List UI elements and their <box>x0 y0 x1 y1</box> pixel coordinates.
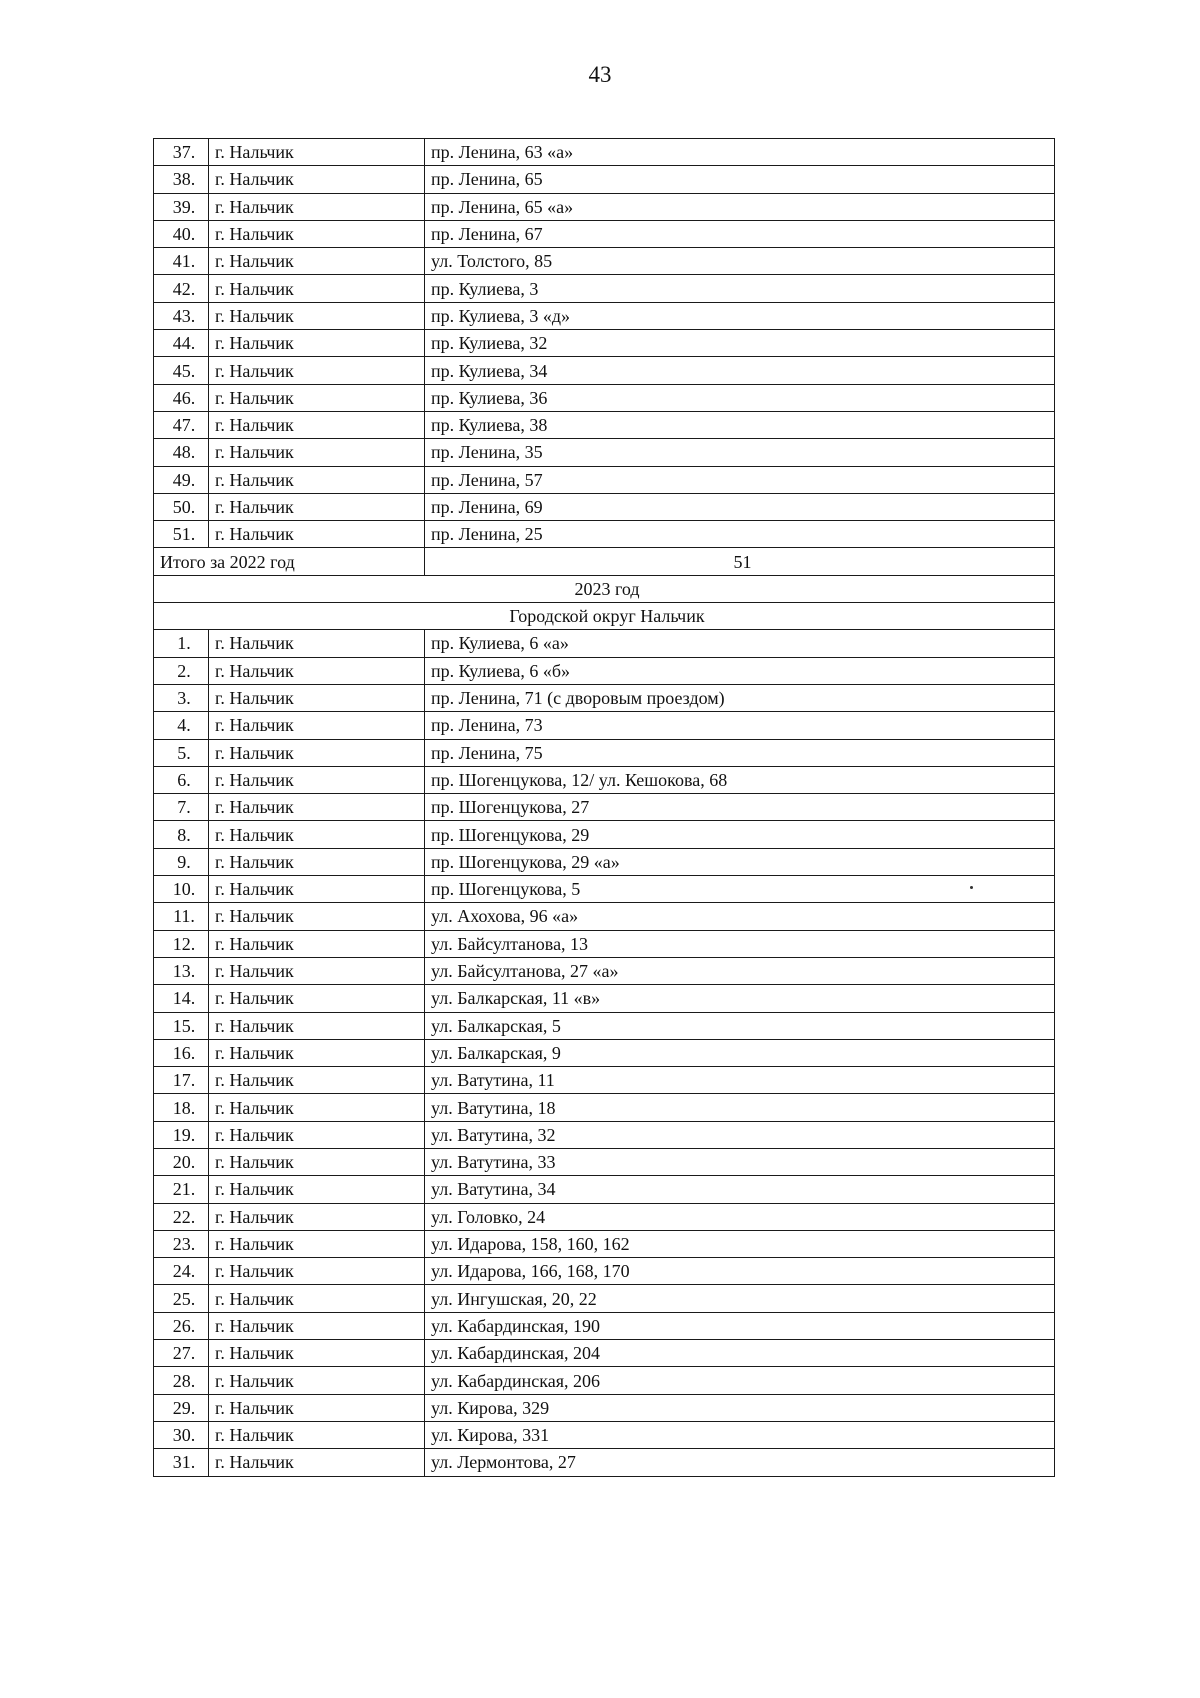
row-address: ул. Кабардинская, 190 <box>425 1312 1055 1339</box>
row-number: 5. <box>154 739 209 766</box>
row-address: пр. Кулиева, 32 <box>425 330 1055 357</box>
row-number: 50. <box>154 493 209 520</box>
table-row <box>154 493 1055 520</box>
row-number: 1. <box>154 630 209 657</box>
row-number: 20. <box>154 1148 209 1175</box>
row-address: пр. Ленина, 57 <box>425 466 1055 493</box>
table-row <box>154 1094 1055 1121</box>
row-address: ул. Ингушская, 20, 22 <box>425 1285 1055 1312</box>
table-row <box>154 630 1055 657</box>
row-number: 29. <box>154 1394 209 1421</box>
table-row <box>154 1421 1055 1448</box>
row-number: 15. <box>154 1012 209 1039</box>
row-city: г. Нальчик <box>209 1285 425 1312</box>
table-row <box>154 1394 1055 1421</box>
table-row <box>154 684 1055 711</box>
row-city: г. Нальчик <box>209 220 425 247</box>
table-row <box>154 1203 1055 1230</box>
total-label: Итого за 2022 год <box>154 548 425 575</box>
row-city: г. Нальчик <box>209 1203 425 1230</box>
row-address: ул. Ватутина, 11 <box>425 1067 1055 1094</box>
row-address: ул. Головко, 24 <box>425 1203 1055 1230</box>
row-address: ул. Балкарская, 5 <box>425 1012 1055 1039</box>
row-number: 30. <box>154 1421 209 1448</box>
table-row <box>154 384 1055 411</box>
table-row <box>154 466 1055 493</box>
table-row <box>154 248 1055 275</box>
row-number: 24. <box>154 1258 209 1285</box>
table-row <box>154 712 1055 739</box>
row-number: 23. <box>154 1230 209 1257</box>
total-row <box>154 548 1055 575</box>
row-number: 18. <box>154 1094 209 1121</box>
row-number: 9. <box>154 848 209 875</box>
row-address: пр. Кулиева, 3 «д» <box>425 302 1055 329</box>
row-city: г. Нальчик <box>209 657 425 684</box>
row-number: 43. <box>154 302 209 329</box>
row-address: ул. Байсултанова, 13 <box>425 930 1055 957</box>
row-address: пр. Кулиева, 36 <box>425 384 1055 411</box>
total-value: 51 <box>425 548 1055 575</box>
row-address: ул. Кабардинская, 206 <box>425 1367 1055 1394</box>
row-city: г. Нальчик <box>209 1449 425 1476</box>
row-number: 8. <box>154 821 209 848</box>
year-header-row <box>154 575 1055 602</box>
row-number: 41. <box>154 248 209 275</box>
row-city: г. Нальчик <box>209 876 425 903</box>
row-city: г. Нальчик <box>209 1312 425 1339</box>
row-address: ул. Ватутина, 33 <box>425 1148 1055 1175</box>
table-row <box>154 876 1055 903</box>
row-city: г. Нальчик <box>209 1394 425 1421</box>
table-row <box>154 302 1055 329</box>
table-row <box>154 1148 1055 1175</box>
row-address: пр. Кулиева, 6 «б» <box>425 657 1055 684</box>
row-number: 44. <box>154 330 209 357</box>
row-address: ул. Лермонтова, 27 <box>425 1449 1055 1476</box>
rows-2022 <box>154 139 1055 548</box>
row-number: 3. <box>154 684 209 711</box>
table-row <box>154 220 1055 247</box>
rows-2023 <box>154 630 1055 1476</box>
row-address: ул. Кабардинская, 204 <box>425 1340 1055 1367</box>
row-city: г. Нальчик <box>209 139 425 166</box>
table-row <box>154 166 1055 193</box>
table-row <box>154 1285 1055 1312</box>
row-city: г. Нальчик <box>209 357 425 384</box>
row-number: 6. <box>154 766 209 793</box>
row-city: г. Нальчик <box>209 1094 425 1121</box>
row-address: ул. Ватутина, 32 <box>425 1121 1055 1148</box>
row-address: пр. Шогенцукова, 29 «а» <box>425 848 1055 875</box>
table-row <box>154 1449 1055 1476</box>
table-row <box>154 903 1055 930</box>
table-row <box>154 1121 1055 1148</box>
address-table <box>153 138 1055 1477</box>
row-number: 28. <box>154 1367 209 1394</box>
row-address: пр. Ленина, 25 <box>425 521 1055 548</box>
row-number: 19. <box>154 1121 209 1148</box>
row-city: г. Нальчик <box>209 1121 425 1148</box>
row-address: пр. Кулиева, 38 <box>425 411 1055 438</box>
row-number: 49. <box>154 466 209 493</box>
row-address: ул. Идарова, 158, 160, 162 <box>425 1230 1055 1257</box>
row-address: пр. Шогенцукова, 5 <box>425 876 1055 903</box>
row-city: г. Нальчик <box>209 903 425 930</box>
row-address: ул. Кирова, 329 <box>425 1394 1055 1421</box>
row-number: 27. <box>154 1340 209 1367</box>
table-row <box>154 657 1055 684</box>
row-address: ул. Идарова, 166, 168, 170 <box>425 1258 1055 1285</box>
row-city: г. Нальчик <box>209 1230 425 1257</box>
row-city: г. Нальчик <box>209 930 425 957</box>
table-row <box>154 1230 1055 1257</box>
row-address: пр. Шогенцукова, 29 <box>425 821 1055 848</box>
row-number: 42. <box>154 275 209 302</box>
row-city: г. Нальчик <box>209 739 425 766</box>
table-row <box>154 275 1055 302</box>
summary-section <box>154 548 1055 630</box>
row-address: пр. Кулиева, 34 <box>425 357 1055 384</box>
table-row <box>154 930 1055 957</box>
row-address: пр. Шогенцукова, 12/ ул. Кешокова, 68 <box>425 766 1055 793</box>
row-city: г. Нальчик <box>209 1367 425 1394</box>
table-row <box>154 1312 1055 1339</box>
row-city: г. Нальчик <box>209 411 425 438</box>
row-number: 26. <box>154 1312 209 1339</box>
row-address: пр. Кулиева, 6 «а» <box>425 630 1055 657</box>
row-number: 37. <box>154 139 209 166</box>
table-row <box>154 1367 1055 1394</box>
table-row <box>154 957 1055 984</box>
row-address: ул. Байсултанова, 27 «а» <box>425 957 1055 984</box>
row-number: 11. <box>154 903 209 930</box>
table-row <box>154 330 1055 357</box>
table-row <box>154 848 1055 875</box>
row-address: ул. Балкарская, 9 <box>425 1039 1055 1066</box>
row-number: 40. <box>154 220 209 247</box>
row-city: г. Нальчик <box>209 985 425 1012</box>
row-number: 22. <box>154 1203 209 1230</box>
row-address: ул. Ахохова, 96 «а» <box>425 903 1055 930</box>
table-row <box>154 521 1055 548</box>
row-address: пр. Ленина, 75 <box>425 739 1055 766</box>
row-city: г. Нальчик <box>209 1340 425 1367</box>
row-address: пр. Ленина, 65 «а» <box>425 193 1055 220</box>
row-city: г. Нальчик <box>209 1421 425 1448</box>
row-number: 16. <box>154 1039 209 1066</box>
row-city: г. Нальчик <box>209 521 425 548</box>
row-address: пр. Ленина, 73 <box>425 712 1055 739</box>
table-row <box>154 139 1055 166</box>
row-address: пр. Ленина, 69 <box>425 493 1055 520</box>
row-city: г. Нальчик <box>209 684 425 711</box>
scan-artifact-dot <box>970 886 973 889</box>
row-city: г. Нальчик <box>209 275 425 302</box>
row-number: 12. <box>154 930 209 957</box>
row-number: 39. <box>154 193 209 220</box>
row-city: г. Нальчик <box>209 1012 425 1039</box>
row-number: 45. <box>154 357 209 384</box>
row-number: 17. <box>154 1067 209 1094</box>
row-address: пр. Ленина, 71 (с дворовым проездом) <box>425 684 1055 711</box>
row-number: 10. <box>154 876 209 903</box>
table-row <box>154 766 1055 793</box>
row-number: 38. <box>154 166 209 193</box>
row-city: г. Нальчик <box>209 630 425 657</box>
table-row <box>154 1340 1055 1367</box>
table-row <box>154 794 1055 821</box>
row-address: ул. Балкарская, 11 «в» <box>425 985 1055 1012</box>
row-address: пр. Шогенцукова, 27 <box>425 794 1055 821</box>
row-address: пр. Ленина, 63 «а» <box>425 139 1055 166</box>
table-row <box>154 1012 1055 1039</box>
district-header-row <box>154 603 1055 630</box>
row-city: г. Нальчик <box>209 439 425 466</box>
row-city: г. Нальчик <box>209 493 425 520</box>
row-number: 13. <box>154 957 209 984</box>
row-number: 47. <box>154 411 209 438</box>
row-city: г. Нальчик <box>209 957 425 984</box>
row-address: пр. Ленина, 65 <box>425 166 1055 193</box>
row-address: ул. Ватутина, 18 <box>425 1094 1055 1121</box>
table-row <box>154 1258 1055 1285</box>
table-row <box>154 411 1055 438</box>
row-number: 48. <box>154 439 209 466</box>
row-city: г. Нальчик <box>209 166 425 193</box>
table-row <box>154 821 1055 848</box>
row-address: пр. Кулиева, 3 <box>425 275 1055 302</box>
row-city: г. Нальчик <box>209 794 425 821</box>
row-city: г. Нальчик <box>209 193 425 220</box>
row-city: г. Нальчик <box>209 466 425 493</box>
row-number: 4. <box>154 712 209 739</box>
row-number: 25. <box>154 1285 209 1312</box>
row-city: г. Нальчик <box>209 1176 425 1203</box>
page-number: 43 <box>588 62 612 87</box>
row-city: г. Нальчик <box>209 821 425 848</box>
table-row <box>154 357 1055 384</box>
row-address: ул. Ватутина, 34 <box>425 1176 1055 1203</box>
district-header: Городской округ Нальчик <box>154 603 1055 630</box>
row-city: г. Нальчик <box>209 330 425 357</box>
table-row <box>154 1039 1055 1066</box>
table-row <box>154 1067 1055 1094</box>
row-city: г. Нальчик <box>209 384 425 411</box>
row-address: пр. Ленина, 35 <box>425 439 1055 466</box>
row-number: 31. <box>154 1449 209 1476</box>
row-address: ул. Толстого, 85 <box>425 248 1055 275</box>
row-city: г. Нальчик <box>209 1067 425 1094</box>
year-header: 2023 год <box>154 575 1055 602</box>
table-row <box>154 193 1055 220</box>
row-city: г. Нальчик <box>209 1039 425 1066</box>
table-row <box>154 739 1055 766</box>
row-address: ул. Кирова, 331 <box>425 1421 1055 1448</box>
row-city: г. Нальчик <box>209 1148 425 1175</box>
row-number: 51. <box>154 521 209 548</box>
row-city: г. Нальчик <box>209 848 425 875</box>
row-number: 21. <box>154 1176 209 1203</box>
table-row <box>154 439 1055 466</box>
table-row <box>154 1176 1055 1203</box>
row-city: г. Нальчик <box>209 248 425 275</box>
row-city: г. Нальчик <box>209 712 425 739</box>
row-number: 46. <box>154 384 209 411</box>
row-city: г. Нальчик <box>209 766 425 793</box>
row-city: г. Нальчик <box>209 302 425 329</box>
row-address: пр. Ленина, 67 <box>425 220 1055 247</box>
row-number: 14. <box>154 985 209 1012</box>
table-row <box>154 985 1055 1012</box>
row-number: 2. <box>154 657 209 684</box>
row-number: 7. <box>154 794 209 821</box>
row-city: г. Нальчик <box>209 1258 425 1285</box>
